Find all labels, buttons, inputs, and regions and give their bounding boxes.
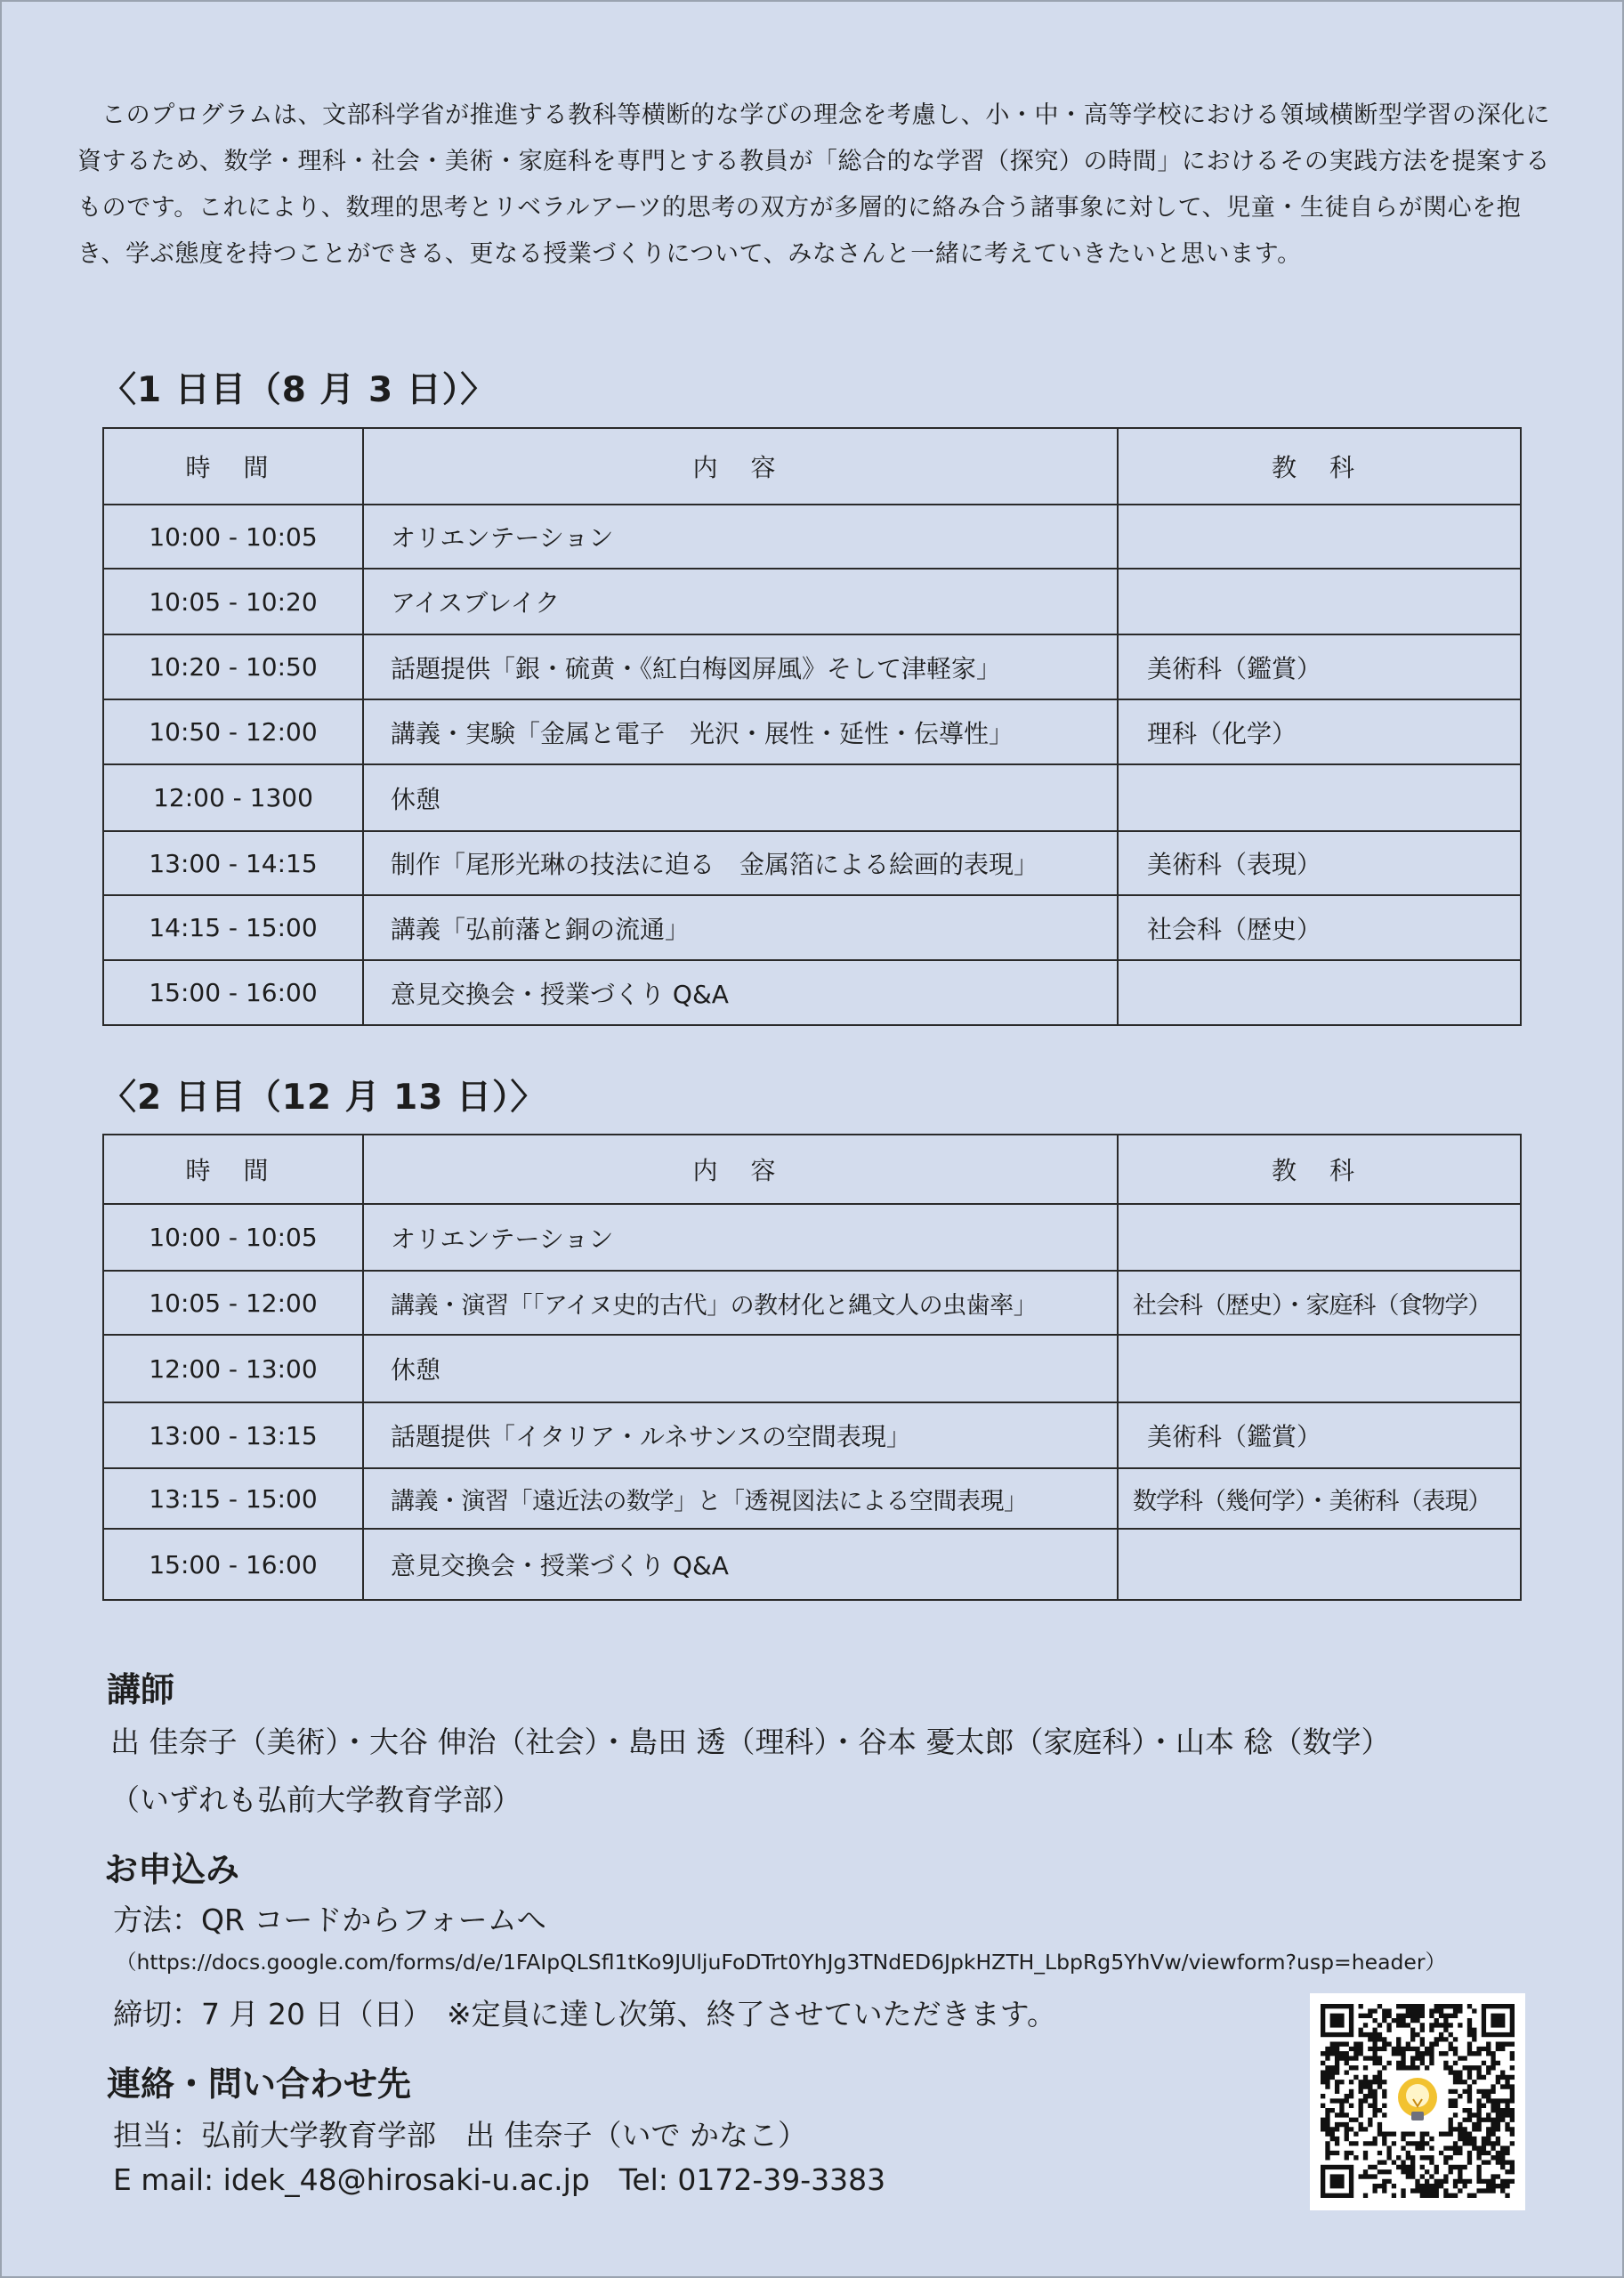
table-row [103, 1529, 1521, 1600]
row-time: 10:00 - 10:05 [103, 505, 363, 569]
header-time: 時 間 [103, 428, 363, 505]
row-time: 10:05 - 12:00 [103, 1271, 363, 1335]
qr-finder-pattern [1321, 2165, 1353, 2198]
row-content: 話題提供「銀・硫黄・《紅白梅図屏風》そして津軽家」 [363, 634, 1118, 699]
table-row [103, 1468, 1521, 1529]
application-deadline: 締切：7 月 20 日（日） ※定員に達し次第、終了させていただきます。 [113, 1997, 1056, 2032]
table-row [103, 1271, 1521, 1335]
lecturer-names: 出 佳奈子（美術）・大谷 伸治（社会）・島田 透（理科）・谷本 憂太郎（家庭科）・山本 稔（数学） [110, 1725, 1391, 1759]
row-content: 講義・演習「「アイヌ史的古代」の教材化と縄文人の虫歯率」 [363, 1271, 1118, 1335]
row-subject [1118, 1529, 1521, 1600]
table-header-row [103, 428, 1521, 505]
row-time: 12:00 - 13:00 [103, 1335, 363, 1402]
header-time: 時 間 [103, 1135, 363, 1204]
day1-schedule-table [102, 427, 1522, 1026]
row-time: 13:00 - 14:15 [103, 831, 363, 895]
intro-paragraph: このプログラムは、文部科学省が推進する教科等横断的な学びの理念を考慮し、小・中・高等学校における領域横断型学習の深化に資するため、数学・理科・社会・美術・家庭科を専門とする教員が「総合的な学習（探究）の時間」におけるその実践方法を提案するものです。これにより、数理的思考とリベラルアーツ的思考の双方が多層的に絡み合う諸事象に対して、児童・生徒自らが関心を抱き、学ぶ態度を持つことができる、更なる授業づくりについて、みなさんと一緒に考えていきたいと思います。 [77, 101, 1551, 268]
row-content: 休憩 [363, 1335, 1118, 1402]
row-content: 話題提供「イタリア・ルネサンスの空間表現」 [363, 1402, 1118, 1468]
row-time: 15:00 - 16:00 [103, 960, 363, 1025]
row-time: 10:05 - 10:20 [103, 569, 363, 634]
table-row [103, 1335, 1521, 1402]
row-time: 15:00 - 16:00 [103, 1529, 363, 1600]
table-row [103, 505, 1521, 569]
application-heading: お申込み [104, 1850, 240, 1889]
qr-finder-pattern [1482, 2004, 1515, 2037]
header-content: 内 容 [363, 1135, 1118, 1204]
table-row [103, 1402, 1521, 1468]
row-content: 休憩 [363, 764, 1118, 831]
row-time: 12:00 - 1300 [103, 764, 363, 831]
application-form-link[interactable]: （https://docs.google.com/forms/d/e/1FAIpQLSfl1tKo9JUljuFoDTrt0YhJg3TNdED6JpkHZTH_LbpRg5YhVw/viewform?usp=header） [116, 1950, 1447, 1975]
row-subject: 美術科（鑑賞） [1118, 634, 1521, 699]
row-subject [1118, 960, 1521, 1025]
table-row [103, 569, 1521, 634]
row-content: アイスブレイク [363, 569, 1118, 634]
row-subject: 美術科（表現） [1118, 831, 1521, 895]
contact-email-tel[interactable]: E mail: idek_48@hirosaki-u.ac.jp Tel: 0172-39-3383 [113, 2162, 886, 2197]
row-subject: 社会科（歴史） [1118, 895, 1521, 960]
qr-code-graphic [1321, 2004, 1515, 2198]
header-subject: 教 科 [1118, 428, 1521, 505]
qr-code[interactable] [1310, 1993, 1525, 2210]
header-content: 内 容 [363, 428, 1118, 505]
row-subject [1118, 569, 1521, 634]
row-content: 制作「尾形光琳の技法に迫る 金属箔による絵画的表現」 [363, 831, 1118, 895]
lightbulb-icon [1398, 2078, 1437, 2120]
row-time: 10:20 - 10:50 [103, 634, 363, 699]
row-content: 意見交換会・授業づくり Q&A [363, 960, 1118, 1025]
header-subject: 教 科 [1118, 1135, 1521, 1204]
table-row [103, 699, 1521, 764]
day2-schedule-table [102, 1134, 1522, 1601]
row-subject [1118, 764, 1521, 831]
row-content: オリエンテーション [363, 505, 1118, 569]
row-content: 講義・演習「遠近法の数学」と「透視図法による空間表現」 [363, 1468, 1118, 1529]
lecturers-heading: 講師 [107, 1670, 175, 1709]
row-content: 講義「弘前藩と銅の流通」 [363, 895, 1118, 960]
qr-finder-pattern [1321, 2004, 1353, 2037]
contact-heading: 連絡・問い合わせ先 [107, 2064, 412, 2104]
row-content: オリエンテーション [363, 1204, 1118, 1271]
table-row [103, 831, 1521, 895]
row-time: 13:15 - 15:00 [103, 1468, 363, 1529]
row-time: 10:00 - 10:05 [103, 1204, 363, 1271]
row-subject: 数学科（幾何学）・美術科（表現） [1118, 1468, 1521, 1529]
row-time: 13:00 - 13:15 [103, 1402, 363, 1468]
table-row [103, 960, 1521, 1025]
table-row [103, 1204, 1521, 1271]
row-subject: 美術科（鑑賞） [1118, 1402, 1521, 1468]
table-row [103, 764, 1521, 831]
row-time: 14:15 - 15:00 [103, 895, 363, 960]
row-content: 意見交換会・授業づくり Q&A [363, 1529, 1118, 1600]
contact-person: 担当：弘前大学教育学部 出 佳奈子（いで かなこ） [113, 2118, 807, 2153]
row-subject [1118, 1335, 1521, 1402]
row-subject [1118, 1204, 1521, 1271]
row-content: 講義・実験「金属と電子 光沢・展性・延性・伝導性」 [363, 699, 1118, 764]
lecturer-affiliation: （いずれも弘前大学教育学部） [110, 1782, 521, 1817]
row-subject: 理科（化学） [1118, 699, 1521, 764]
row-subject: 社会科（歴史）・家庭科（食物学） [1118, 1271, 1521, 1335]
day1-heading: 〈1 日目（8 月 3 日）〉 [101, 370, 497, 410]
table-row [103, 634, 1521, 699]
table-header-row [103, 1135, 1521, 1204]
day2-heading: 〈2 日目（12 月 13 日）〉 [101, 1078, 546, 1118]
row-time: 10:50 - 12:00 [103, 699, 363, 764]
row-subject [1118, 505, 1521, 569]
table-row [103, 895, 1521, 960]
application-method: 方法：QR コードからフォームへ [113, 1902, 546, 1937]
